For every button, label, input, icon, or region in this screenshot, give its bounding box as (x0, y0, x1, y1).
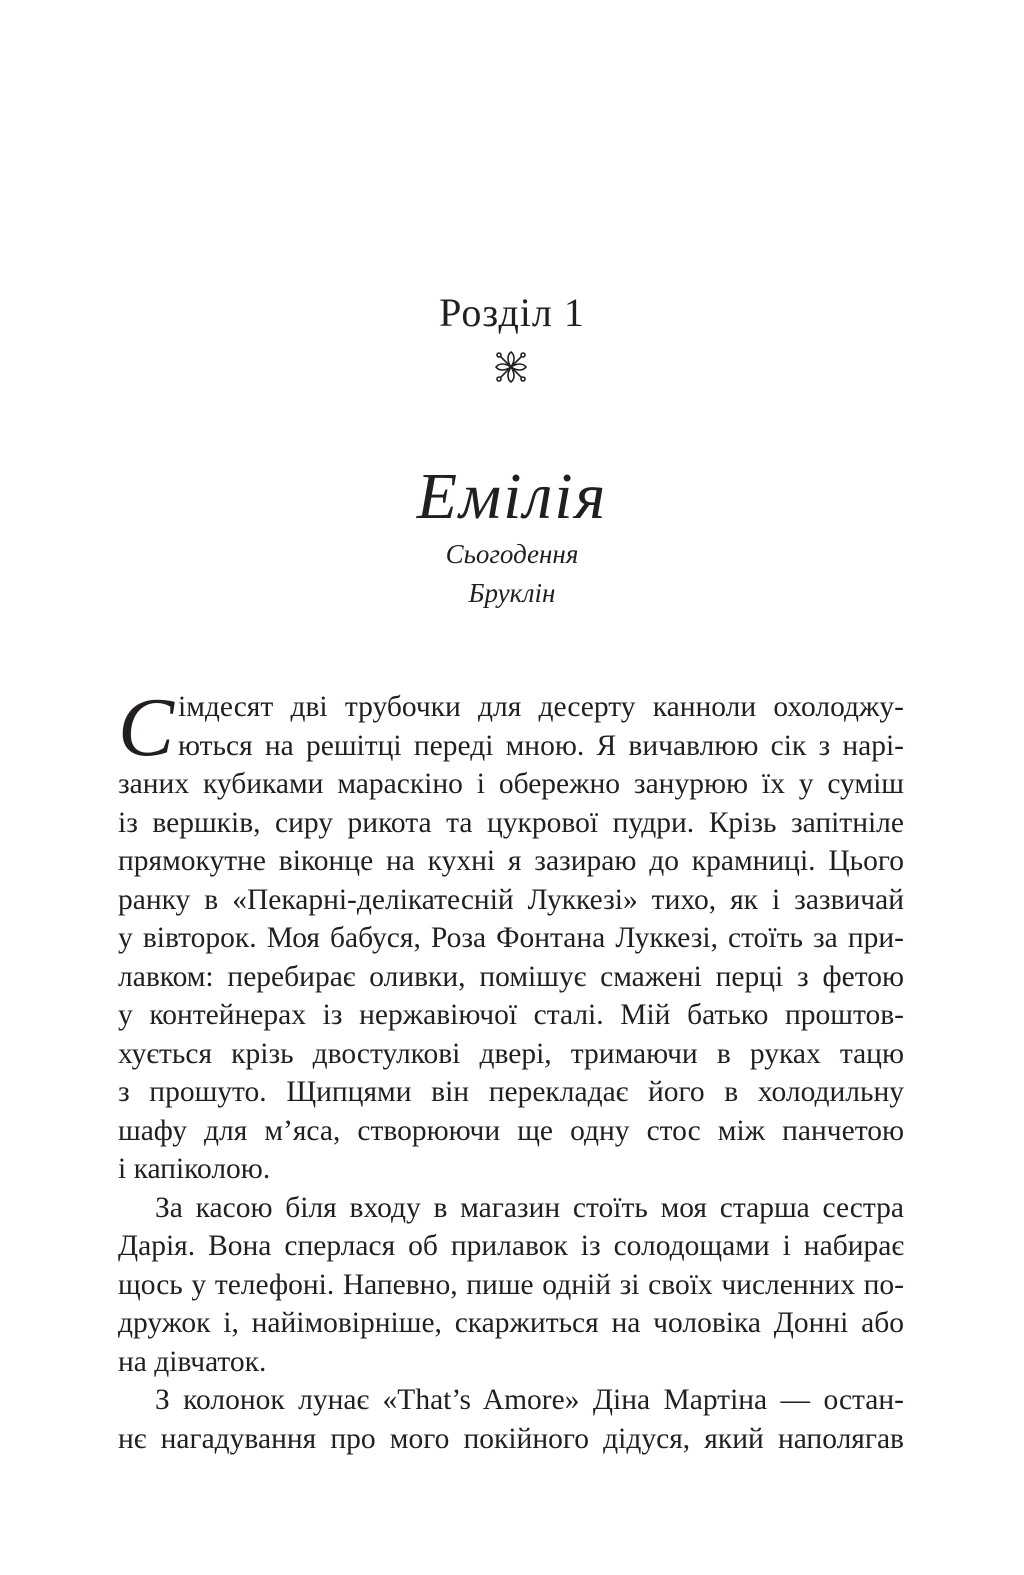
body-text (118, 681, 904, 1458)
text-line: лавком: перебирає оливки, помішує смажені перці з фетою (118, 960, 904, 993)
text-line: імдесят дві трубочки для десерту канноли охолоджу- (178, 691, 904, 723)
text-line: заних кубиками мараскіно і обережно занурюю їх у суміш (118, 768, 904, 800)
text-line: нє нагадування про мого покійного дідуся, який наполягав (118, 1422, 904, 1455)
text-line: ранку в «Пекарні-делікатесній Луккезі» тихо, як і зазвичай (118, 883, 904, 916)
text-line: ються на решітці переді мною. Я вичавлюю сік з нарі- (178, 729, 904, 762)
chapter-number: Розділ 1 (439, 289, 585, 335)
text-line: прямокутне віконце на кухні я зазираю до крамниці. Цього (118, 845, 904, 877)
text-line: З колонок лунає «That’s Amore» Діна Мартіна — остан- (155, 1384, 904, 1416)
text-line: у контейнерах із нержавіючої сталі. Мій батько проштов- (118, 999, 904, 1031)
text-line: у вівторок. Моя бабуся, Роза Фонтана Луккезі, стоїть за при- (118, 922, 904, 954)
text-line: Дарія. Вона сперлася об прилавок із солодощами і набирає (118, 1230, 904, 1262)
flourish-ornament-icon (491, 347, 531, 387)
chapter-time: Сьогодення (445, 539, 579, 569)
text-line: з прошуто. Щипцями він перекладає його в холодильну (118, 1076, 904, 1108)
chapter-place: Бруклін (468, 578, 556, 608)
text-line: і капіколою. (118, 1153, 271, 1185)
text-line: шафу для м’яса, створюючи ще одну стос між панчетою (118, 1114, 904, 1147)
text-line: із вершків, сиру рикота та цукрової пудри. Крізь запітніле (118, 806, 904, 839)
text-line: хується крізь двостулкові двері, тримаючи в руках тацю (118, 1037, 904, 1070)
text-line: дружок і, найімовірніше, скаржиться на чоловіка Донні або (118, 1307, 904, 1339)
drop-cap: С (118, 681, 175, 774)
text-line: на дівчаток. (118, 1345, 267, 1378)
text-line: щось у телефоні. Напевно, пише одній зі своїх численних по- (118, 1268, 904, 1301)
text-line: За касою біля входу в магазин стоїть моя старша сестра (155, 1191, 904, 1224)
chapter-title: Емілія (416, 459, 608, 533)
